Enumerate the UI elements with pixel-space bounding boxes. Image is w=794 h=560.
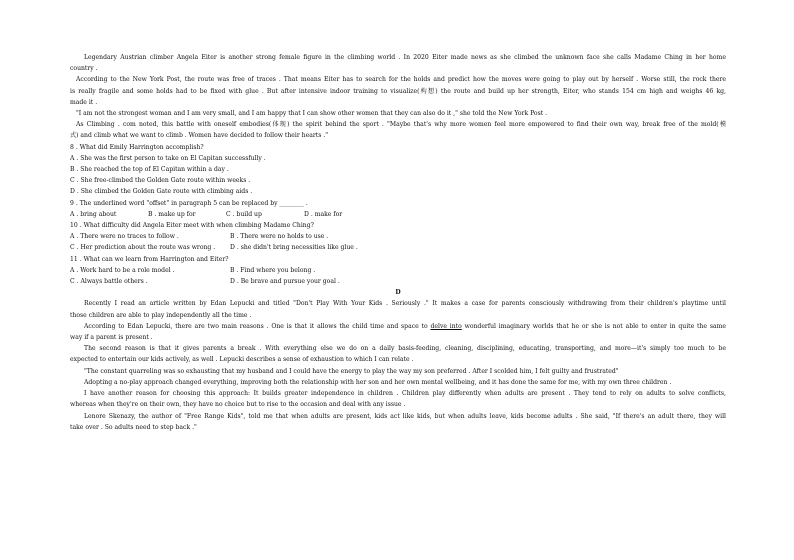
passage-d-p3-cont: expected to entertain our kids actively, as well . Lepucki describes a sense of exhaustion to which I can relate . [70,356,414,364]
passage-d-p4: "The constant quarreling was so exhausting that my husband and I could have the energy to play the way my son preferred . After I scolded him, I felt guilty and frustrated" [84,367,619,375]
passage-c-p2-cont: is really fragile and some holds had to be fixed with glue . But after intensive indoor training to visualize(构想) the route and build up her strength, Eiter, who stands 154 cm high and weighs 46 kg, [70,87,726,95]
q9-option-a: A . bring about [70,210,117,218]
q10-option-d: D . she didn't bring necessities like glue . [230,244,358,252]
passage-d-p6: I have another reason for choosing this approach: It builds greater independence in children . Children play differently when adults are present . They tend to rely on adults to solve conflicts, [84,390,726,398]
q10-option-a: A . There were no traces to follow . [70,233,179,241]
passage-c-p4: As Climbing . com noted, this battle with oneself embodies(体现) the spirit behind the sport . "Maybe that's why more women feel more empowered to find their own way, break free of the mold(模 [76,121,726,129]
document-page [70,52,726,433]
q8-option-b: B . She reached the top of El Capitan within a day . [70,166,229,174]
passage-d-p2-text-a: According to Edan Lepucki, there are two main reasons . One is that it allows the child time and space to [84,322,431,330]
passage-d-p6-cont: whereas when they're on their own, they have no choice but to rise to the occasion and deal with any issue . [70,401,406,409]
passage-d-p5: Adopting a no-play approach changed everything, improving both the relationship with her son and her own mental wellbeing, and it has done the same for me, with my own three children . [84,378,672,386]
q11-option-c: C . Always battle others . [70,278,148,286]
passage-c-p4-cont: 式) and climb what we want to climb . Women have decided to follow their hearts ." [70,132,328,140]
passage-d-p1: Recently I read an article written by Edan Lepucki and titled "Don't Play With Your Kids . Seriously ." It makes a case for parents consciously withdrawing from their children's playtime until [84,300,726,308]
q8-option-d: D . She climbed the Golden Gate route with climbing aids . [70,188,253,196]
q8-option-c: C . She free-climbed the Golden Gate route within weeks . [70,177,251,185]
q11-options-ab [70,265,726,276]
passage-c-p1: Legendary Austrian climber Angela Eiter is another strong female figure in the climbing world . In 2020 Eiter made news as she climbed the unknown face she calls Madame Ching in her home [84,54,726,61]
q11-option-d: D . Be brave and pursue your goal . [230,278,340,286]
passage-d-p2-text-b: wonderful imaginary worlds that he or she is not able to enter in quite the same [461,322,726,330]
passage-d-p2-cont: way if a parent is present . [70,334,153,342]
passage-d-p3: The second reason is that it gives parents a break . With everything else we do on a daily basis-feeding, cleaning, disciplining, educating, transporting, and more—it's simply too much to be [84,345,726,353]
passage-d-heading: D [395,289,401,297]
q10-option-c: C . Her prediction about the route was wrong . [70,244,216,252]
q9-options [70,209,726,220]
q10-options-cd [70,242,726,253]
passage-d-p2 [70,321,726,332]
passage-c-p1-cont: country . [70,65,98,73]
question-10: 10 . What difficulty did Angela Eiter meet with when climbing Madame Ching? [70,222,314,230]
q11-options-cd [70,276,726,287]
question-9: 9 . The underlined word "offset" in paragraph 5 can be replaced by ________ . [70,199,308,207]
passage-c-p2: According to the New York Post, the route was free of traces . That means Eiter has to search for the holds and predict how the moves were going to play out by herself . Worse still, the rock there [76,76,726,84]
passage-d-p1-cont: those children are able to play independently all the time . [70,311,252,319]
q9-option-c: C . build up [226,210,262,218]
q8-option-a: A . She was the first person to take on El Capitan successfully . [70,154,266,162]
underlined-phrase: delve into [430,322,462,330]
q10-options-ab [70,231,726,242]
passage-d-p7: Lenore Skenazy, the author of "Free Range Kids", told me that when adults are present, kids act like kids, but when adults leave, kids become adults . She said, "If there's an adult there, they will [84,412,726,420]
question-8: 8 . What did Emily Harrington accomplish? [70,143,204,151]
passage-d-p7-cont: take over . So adults need to step back ." [70,423,197,431]
question-11: 11 . What can we learn from Harrington and Eiter? [70,255,229,263]
passage-c-p2-end: made it . [70,98,98,106]
q9-option-d: D . make for [304,210,343,218]
q9-option-b: B . make up for [148,210,196,218]
q11-option-b: B . Find where you belong . [230,266,316,274]
q11-option-a: A . Work hard to be a role model . [70,266,175,274]
q10-option-b: B . There were no holds to use . [230,233,329,241]
passage-c-p3: "I am not the strongest woman and I am very small, and I am happy that I can show other women that they can also do it ," she told the New York Post . [76,110,548,118]
